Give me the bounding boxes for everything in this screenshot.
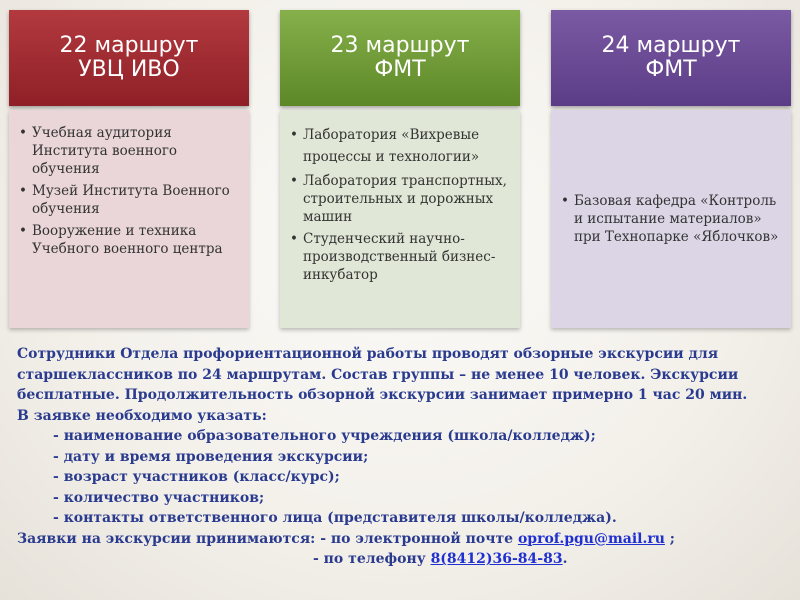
route-card-body bbox=[551, 110, 791, 328]
route-number: 22 маршрут bbox=[59, 33, 199, 58]
route-item: • Лаборатория «Вихревые процессы и технологии» bbox=[290, 124, 510, 168]
route-item: • Студенческий научно-производственный бизнес-инкубатор bbox=[290, 230, 510, 284]
route-card-24 bbox=[551, 10, 791, 328]
phone-suffix: . bbox=[562, 551, 568, 567]
request-item: - количество участников; bbox=[17, 488, 787, 509]
route-items-list bbox=[561, 192, 781, 250]
request-heading: В заявке необходимо указать: bbox=[17, 407, 267, 424]
route-item: • Базовая кафедра «Контроль и испытание материалов» при Технопарке «Яблочков» bbox=[561, 192, 781, 246]
email-link[interactable]: oprof.pgu@mail.ru bbox=[517, 530, 665, 547]
phone-link[interactable]: 8(8412)36-84-83 bbox=[430, 551, 563, 567]
email-prefix: Заявки на экскурсии принимаются: - по электронной почте bbox=[17, 530, 518, 547]
route-item: • Учебная аудитория Института военного обучения bbox=[19, 124, 239, 178]
route-item: • Музей Института Военного обучения bbox=[19, 182, 239, 218]
phone-line bbox=[17, 549, 787, 570]
route-number: 23 маршрут bbox=[330, 33, 470, 58]
request-item: - возраст участников (класс/курс); bbox=[17, 467, 787, 488]
route-item: • Лаборатория транспортных, строительных и дорожных машин bbox=[290, 172, 510, 226]
route-card-header bbox=[551, 10, 791, 106]
route-item: • Вооружение и техника Учебного военного центра bbox=[19, 222, 239, 258]
request-item: - дату и время проведения экскурсии; bbox=[17, 447, 787, 468]
route-card-body bbox=[280, 110, 520, 328]
info-text bbox=[17, 344, 787, 570]
route-card-header bbox=[280, 10, 520, 106]
route-number: 24 маршрут bbox=[601, 33, 741, 58]
route-items-list bbox=[19, 124, 239, 258]
route-card-body bbox=[9, 110, 249, 328]
route-card-header bbox=[9, 10, 249, 106]
route-unit: ФМТ bbox=[645, 57, 697, 82]
email-suffix: ; bbox=[664, 530, 675, 547]
route-unit: ФМТ bbox=[374, 57, 426, 82]
route-items-list bbox=[290, 124, 510, 284]
request-item: - контакты ответственного лица (представителя школы/колледжа). bbox=[17, 508, 787, 529]
route-unit: УВЦ ИВО bbox=[78, 57, 180, 82]
phone-prefix: - по телефону bbox=[313, 551, 431, 567]
intro-paragraph: Сотрудники Отдела профориентационной работы проводят обзорные экскурсии для старшеклассников по 24 маршрутам. Состав группы – не менее 10 человек. Экскурсии бесплатные. Продолжительность обзорной экскурсии занимает примерно 1 час 20 мин. bbox=[17, 346, 748, 403]
request-item: - наименование образовательного учреждения (школа/колледж); bbox=[17, 426, 787, 447]
route-card-23 bbox=[280, 10, 520, 328]
route-card-22 bbox=[9, 10, 249, 328]
email-line bbox=[17, 529, 787, 550]
